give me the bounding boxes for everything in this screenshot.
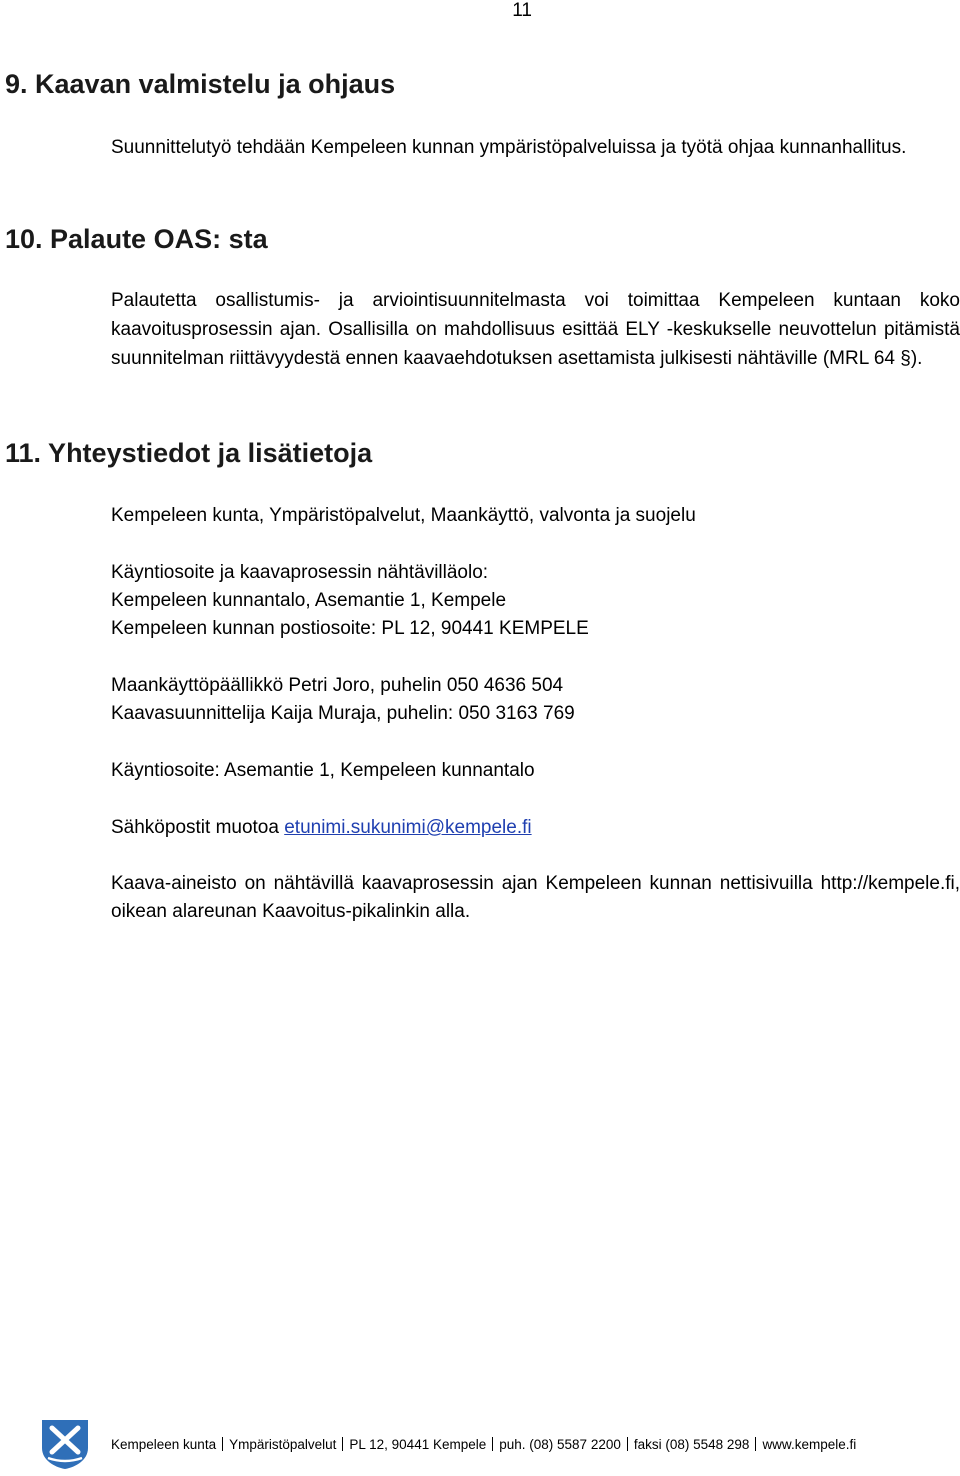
section-9-body: Suunnittelutyö tehdään Kempeleen kunnan ympäristöpalveluissa ja työtä ohjaa kunnanhallitus.	[111, 137, 907, 158]
section-9-heading: 9. Kaavan valmistelu ja ohjaus	[5, 69, 396, 99]
footer-fax: faksi (08) 5548 298	[633, 1437, 750, 1452]
section-11-heading: 11. Yhteystiedot ja lisätietoja	[5, 438, 373, 468]
contact-person-1: Maankäyttöpäällikkö Petri Joro, puhelin 050 4636 504	[111, 675, 564, 696]
section-10-heading: 10. Palaute OAS: sta	[5, 224, 268, 254]
footer-website[interactable]: www.kempele.fi	[762, 1437, 857, 1452]
visit-address: Kempeleen kunnantalo, Asemantie 1, Kempele	[111, 590, 507, 611]
footer-separator	[492, 1437, 493, 1451]
visit-address-label: Käyntiosoite ja kaavaprosessin nähtävilläolo:	[111, 562, 489, 583]
postal-address: Kempeleen kunnan postiosoite: PL 12, 90441 KEMPELE	[111, 618, 589, 639]
email-prefix: Sähköpostit muotoa	[111, 817, 285, 838]
section-10-body: Palautetta osallistumis- ja arviointisuunnitelmasta voi toimittaa Kempeleen kuntaan koko kaavoitusprosessin ajan. Osallisilla on mahdollisuus esittää ELY -keskukselle neuvottelun pitämistä suunnitelman riittävyydestä ennen kaavaehdotuksen asettamista julkisesti nähtäville (MRL 64 §).	[111, 290, 960, 369]
footer-address: PL 12, 90441 Kempele	[349, 1437, 487, 1452]
email-format	[111, 814, 532, 842]
kempele-coat-of-arms-icon	[38, 1418, 92, 1470]
email-link[interactable]: etunimi.sukunimi@kempele.fi	[284, 817, 532, 838]
material-info: Kaava-aineisto on nähtävillä kaavaprosessin ajan Kempeleen kunnan nettisivuilla http://kempele.fi, oikean alareunan Kaavoitus-pikalinkin alla.	[111, 873, 960, 922]
footer-separator	[627, 1437, 628, 1451]
visit-address-2: Käyntiosoite: Asemantie 1, Kempeleen kunnantalo	[111, 760, 535, 781]
footer-org: Kempeleen kunta	[111, 1437, 217, 1452]
footer-separator	[755, 1437, 756, 1451]
footer-dept: Ympäristöpalvelut	[229, 1437, 337, 1452]
contact-person-2: Kaavasuunnittelija Kaija Muraja, puhelin: 050 3163 769	[111, 703, 575, 724]
contact-organization: Kempeleen kunta, Ympäristöpalvelut, Maankäyttö, valvonta ja suojelu	[111, 505, 696, 526]
footer-separator	[342, 1437, 343, 1451]
page-number: 11	[512, 0, 532, 21]
footer-phone: puh. (08) 5587 2200	[499, 1437, 621, 1452]
footer	[111, 1436, 856, 1454]
footer-separator	[222, 1437, 223, 1451]
